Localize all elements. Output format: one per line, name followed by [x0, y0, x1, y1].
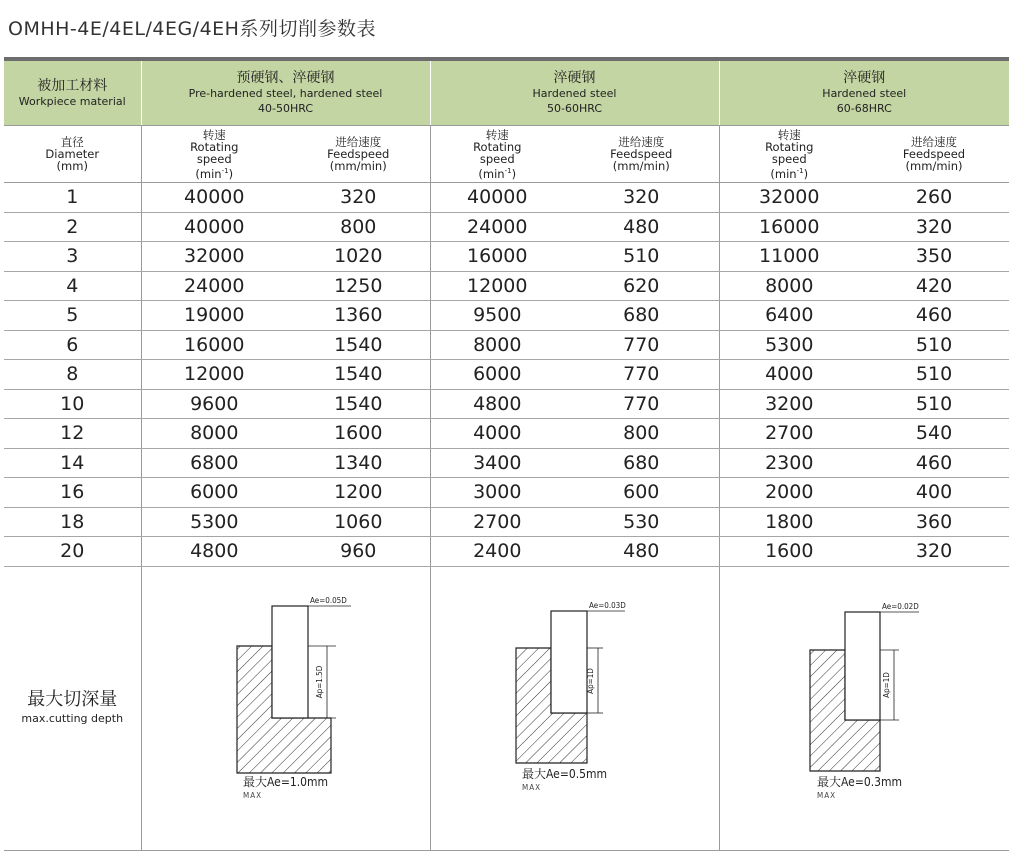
feed-speed-cell: 1250	[287, 271, 430, 301]
cutter-outline	[845, 612, 880, 720]
cutting-depth-diagram	[440, 588, 710, 828]
feed-speed-cell: 770	[564, 330, 719, 360]
rotating-speed-cell: 2400	[430, 537, 564, 567]
depth-diagram-cell	[430, 566, 719, 850]
feed-speed-cell: 460	[859, 301, 1009, 331]
material-group-header: 淬硬钢 Hardened steel 60-68HRC	[719, 61, 1009, 126]
feed-speed-cell: 1020	[287, 242, 430, 272]
table-row	[4, 419, 1009, 449]
rotating-speed-cell: 8000	[719, 271, 859, 301]
diameter-cell: 12	[4, 419, 141, 449]
diameter-cell: 18	[4, 507, 141, 537]
table-row	[4, 360, 1009, 390]
rotating-speed-cell: 1800	[719, 507, 859, 537]
data-rows	[4, 183, 1009, 567]
rotating-speed-cell: 3200	[719, 389, 859, 419]
feed-speed-cell: 530	[564, 507, 719, 537]
rotating-speed-cell: 16000	[430, 242, 564, 272]
rotating-speed-cell: 1600	[719, 537, 859, 567]
feed-speed-cell: 320	[859, 212, 1009, 242]
rotating-speed-cell: 32000	[719, 183, 859, 213]
diameter-cell: 1	[4, 183, 141, 213]
feed-speed-cell: 600	[564, 478, 719, 508]
table-row	[4, 507, 1009, 537]
rotating-speed-cell: 6800	[141, 448, 287, 478]
rotating-speed-cell: 3400	[430, 448, 564, 478]
feed-speed-cell: 510	[859, 389, 1009, 419]
rotating-speed-header: 转速 Rotating speed $(\min^{-1})$	[719, 126, 859, 183]
ae-label: Ae=0.02D	[882, 602, 920, 611]
table-row	[4, 271, 1009, 301]
rotating-speed-cell: 8000	[141, 419, 287, 449]
rotating-speed-header: 转速 Rotating speed $(\min^{-1})$	[141, 126, 287, 183]
feed-speed-cell: 1540	[287, 360, 430, 390]
ap-label: Ap=1D	[882, 672, 892, 698]
rotating-speed-cell: 6000	[430, 360, 564, 390]
feed-speed-cell: 320	[859, 537, 1009, 567]
cutting-depth-row	[4, 566, 1009, 850]
rotating-speed-cell: 19000	[141, 301, 287, 331]
feed-speed-cell: 320	[287, 183, 430, 213]
ap-label: Ap=1.5D	[314, 665, 324, 699]
rotating-speed-cell: 5300	[719, 330, 859, 360]
max-label: MAX	[521, 783, 541, 792]
feed-speed-cell: 960	[287, 537, 430, 567]
feed-speed-cell: 510	[564, 242, 719, 272]
table-row	[4, 330, 1009, 360]
table-row	[4, 389, 1009, 419]
diameter-cell: 4	[4, 271, 141, 301]
feed-speed-cell: 460	[859, 448, 1009, 478]
table-row	[4, 301, 1009, 331]
max-ae-label: 最大Ae=0.3mm	[817, 775, 903, 789]
rotating-speed-cell: 40000	[430, 183, 564, 213]
diameter-cell: 16	[4, 478, 141, 508]
table-row	[4, 537, 1009, 567]
max-label: MAX	[817, 791, 837, 800]
rotating-speed-cell: 24000	[141, 271, 287, 301]
diameter-cell: 14	[4, 448, 141, 478]
table-row	[4, 183, 1009, 213]
feed-speed-cell: 800	[287, 212, 430, 242]
feed-speed-cell: 620	[564, 271, 719, 301]
diameter-cell: 20	[4, 537, 141, 567]
feed-speed-cell: 480	[564, 537, 719, 567]
feed-speed-cell: 770	[564, 360, 719, 390]
table-row	[4, 448, 1009, 478]
rotating-speed-cell: 2700	[430, 507, 564, 537]
rotating-speed-cell: 11000	[719, 242, 859, 272]
ae-label: Ae=0.05D	[309, 596, 347, 605]
feed-speed-header: 进给速度 Feedspeed (mm/min)	[287, 126, 430, 183]
cutting-depth-diagram	[151, 588, 421, 828]
cutting-depth-diagram	[729, 588, 999, 828]
rotating-speed-cell: 4000	[719, 360, 859, 390]
rotating-speed-cell: 8000	[430, 330, 564, 360]
feed-speed-header: 进给速度 Feedspeed (mm/min)	[564, 126, 719, 183]
page-title: OMHH-4E/4EL/4EG/4EH系列切削参数表	[8, 18, 376, 40]
cutter-outline	[551, 611, 587, 713]
ap-label: Ap=1D	[585, 668, 595, 694]
diameter-cell: 6	[4, 330, 141, 360]
diameter-cell: 2	[4, 212, 141, 242]
table-row	[4, 242, 1009, 272]
feed-speed-cell: 400	[859, 478, 1009, 508]
rotating-speed-cell: 24000	[430, 212, 564, 242]
rotating-speed-cell: 4800	[430, 389, 564, 419]
feed-speed-cell: 260	[859, 183, 1009, 213]
rotating-speed-cell: 6400	[719, 301, 859, 331]
rotating-speed-cell: 4000	[430, 419, 564, 449]
feed-speed-cell: 680	[564, 448, 719, 478]
table-row	[4, 212, 1009, 242]
feed-speed-cell: 510	[859, 360, 1009, 390]
max-ae-label: 最大Ae=1.0mm	[242, 775, 328, 789]
feed-speed-cell: 320	[564, 183, 719, 213]
table-row	[4, 478, 1009, 508]
rotating-speed-cell: 40000	[141, 212, 287, 242]
max-ae-label: 最大Ae=0.5mm	[521, 767, 607, 781]
material-header-row	[4, 61, 1009, 126]
workpiece-material-header: 被加工材料 Workpiece material	[4, 61, 141, 126]
feed-speed-cell: 420	[859, 271, 1009, 301]
feed-speed-header: 进给速度 Feedspeed (mm/min)	[859, 126, 1009, 183]
rotating-speed-header: 转速 Rotating speed $(\min^{-1})$	[430, 126, 564, 183]
rotating-speed-cell: 32000	[141, 242, 287, 272]
diameter-cell: 5	[4, 301, 141, 331]
feed-speed-cell: 800	[564, 419, 719, 449]
rotating-speed-cell: 3000	[430, 478, 564, 508]
material-group-header: 淬硬钢 Hardened steel 50-60HRC	[430, 61, 719, 126]
rotating-speed-cell: 2300	[719, 448, 859, 478]
diameter-cell: 10	[4, 389, 141, 419]
feed-speed-cell: 1360	[287, 301, 430, 331]
feed-speed-cell: 1200	[287, 478, 430, 508]
cutting-parameter-table	[4, 61, 1009, 851]
rotating-speed-cell: 40000	[141, 183, 287, 213]
depth-diagram-cell	[141, 566, 430, 850]
diameter-cell: 3	[4, 242, 141, 272]
material-group-header: 预硬钢、淬硬钢 Pre-hardened steel, hardened steel 40-50HRC	[141, 61, 430, 126]
feed-speed-cell: 1060	[287, 507, 430, 537]
feed-speed-cell: 1540	[287, 330, 430, 360]
rotating-speed-cell: 16000	[141, 330, 287, 360]
column-header-row	[4, 126, 1009, 183]
feed-speed-cell: 510	[859, 330, 1009, 360]
feed-speed-cell: 350	[859, 242, 1009, 272]
rotating-speed-cell: 9600	[141, 389, 287, 419]
diameter-cell: 8	[4, 360, 141, 390]
feed-speed-cell: 540	[859, 419, 1009, 449]
rotating-speed-cell: 4800	[141, 537, 287, 567]
rotating-speed-cell: 12000	[430, 271, 564, 301]
feed-speed-cell: 1340	[287, 448, 430, 478]
rotating-speed-cell: 16000	[719, 212, 859, 242]
depth-diagram-cell	[719, 566, 1009, 850]
rotating-speed-cell: 12000	[141, 360, 287, 390]
feed-speed-cell: 480	[564, 212, 719, 242]
ae-label: Ae=0.03D	[588, 601, 626, 610]
feed-speed-cell: 1600	[287, 419, 430, 449]
feed-speed-cell: 360	[859, 507, 1009, 537]
max-label: MAX	[242, 791, 262, 800]
cutting-depth-label: 最大切深量 max.cutting depth	[4, 566, 141, 850]
rotating-speed-cell: 9500	[430, 301, 564, 331]
rotating-speed-cell: 2700	[719, 419, 859, 449]
feed-speed-cell: 770	[564, 389, 719, 419]
cutter-outline	[272, 606, 308, 718]
feed-speed-cell: 680	[564, 301, 719, 331]
feed-speed-cell: 1540	[287, 389, 430, 419]
rotating-speed-cell: 5300	[141, 507, 287, 537]
rotating-speed-cell: 2000	[719, 478, 859, 508]
diameter-header: 直径 Diameter (mm)	[4, 126, 141, 183]
rotating-speed-cell: 6000	[141, 478, 287, 508]
